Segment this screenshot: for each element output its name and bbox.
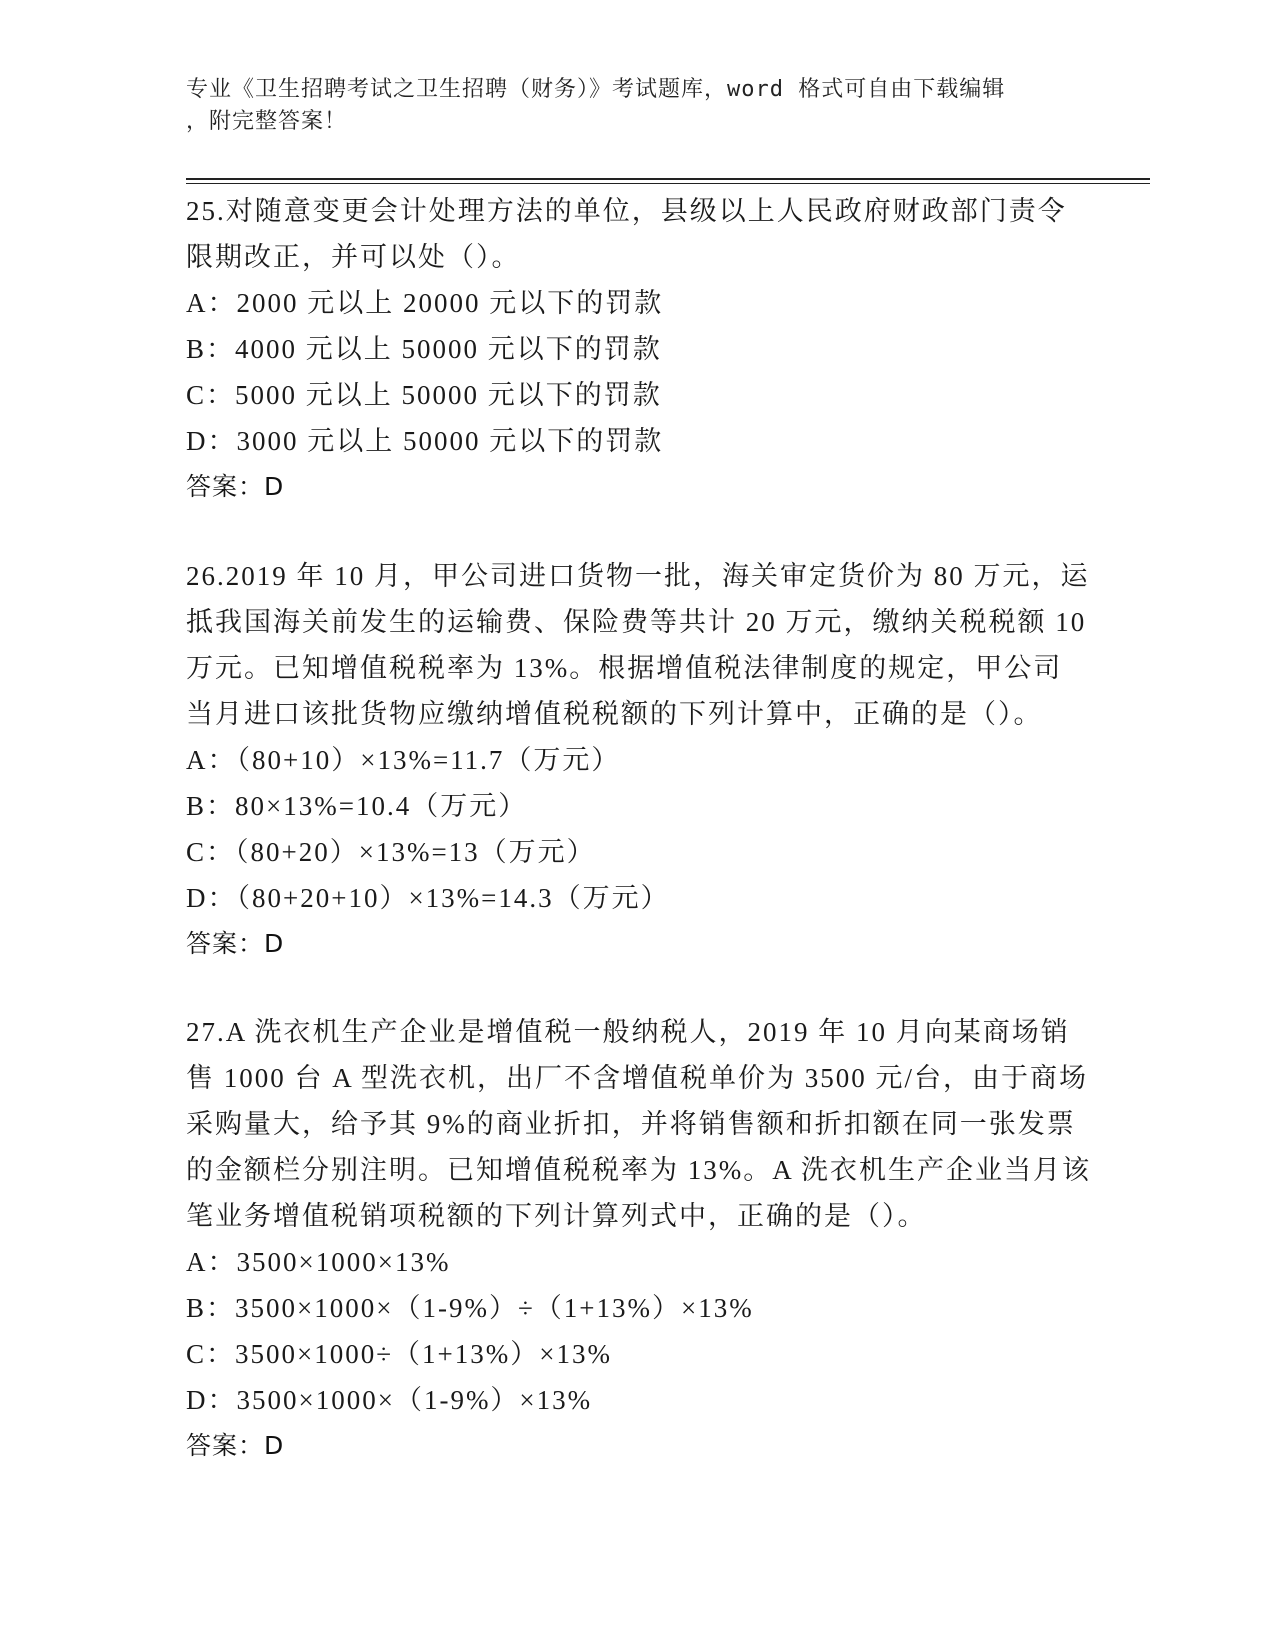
question-text-line: 笔业务增值税销项税额的下列计算列式中，正确的是（）。: [186, 1201, 927, 1231]
document-header-note: [186, 74, 1086, 138]
question-27: [186, 1009, 1091, 1469]
option-a: A：3500×1000×13%: [186, 1247, 451, 1277]
option-d: D：（80+20+10）×13%=14.3（万元）: [186, 883, 670, 913]
question-25: [186, 188, 1086, 510]
question-26: [186, 553, 1090, 967]
option-b: B：4000 元以上 50000 元以下的罚款: [186, 334, 662, 364]
option-b: B：80×13%=10.4（万元）: [186, 791, 528, 821]
header-divider-thick: [186, 178, 1150, 180]
header-line-2: ，附完整答案！: [186, 109, 348, 134]
option-d: D：3000 元以上 50000 元以下的罚款: [186, 426, 664, 456]
option-c: C：3500×1000÷（1+13%）×13%: [186, 1339, 612, 1369]
question-text-line: 26.2019 年 10 月，甲公司进口货物一批，海关审定货价为 80 万元，运: [186, 561, 1090, 591]
question-text-line: 的金额栏分别注明。已知增值税税率为 13%。A 洗衣机生产企业当月该: [186, 1155, 1091, 1185]
question-text-line: 售 1000 台 A 型洗衣机，出厂不含增值税单价为 3500 元/台，由于商场: [186, 1063, 1089, 1093]
question-text-line: 采购量大，给予其 9%的商业折扣，并将销售额和折扣额在同一张发票: [186, 1109, 1076, 1139]
option-c: C：（80+20）×13%=13（万元）: [186, 837, 596, 867]
option-d: D：3500×1000×（1-9%）×13%: [186, 1385, 593, 1415]
question-text-line: 万元。已知增值税税率为 13%。根据增值税法律制度的规定，甲公司: [186, 653, 1063, 683]
header-line-1: 专业《卫生招聘考试之卫生招聘（财务）》考试题库，word 格式可自由下载编辑: [186, 77, 1006, 102]
answer-line: 答案：D: [186, 472, 285, 501]
answer-line: 答案：D: [186, 929, 285, 958]
question-text-line: 27.A 洗衣机生产企业是增值税一般纳税人，2019 年 10 月向某商场销: [186, 1017, 1070, 1047]
answer-line: 答案：D: [186, 1431, 285, 1460]
question-text-line: 限期改正，并可以处（）。: [186, 242, 521, 272]
option-a: A：（80+10）×13%=11.7（万元）: [186, 745, 621, 775]
option-a: A：2000 元以上 20000 元以下的罚款: [186, 288, 664, 318]
question-text-line: 当月进口该批货物应缴纳增值税税额的下列计算中，正确的是（）。: [186, 699, 1043, 729]
header-divider-thin: [186, 183, 1150, 184]
question-text-line: 抵我国海关前发生的运输费、保险费等共计 20 万元，缴纳关税税额 10: [186, 607, 1087, 637]
question-text-line: 25.对随意变更会计处理方法的单位，县级以上人民政府财政部门责令: [186, 196, 1067, 226]
option-c: C：5000 元以上 50000 元以下的罚款: [186, 380, 662, 410]
option-b: B：3500×1000×（1-9%）÷（1+13%）×13%: [186, 1293, 754, 1323]
